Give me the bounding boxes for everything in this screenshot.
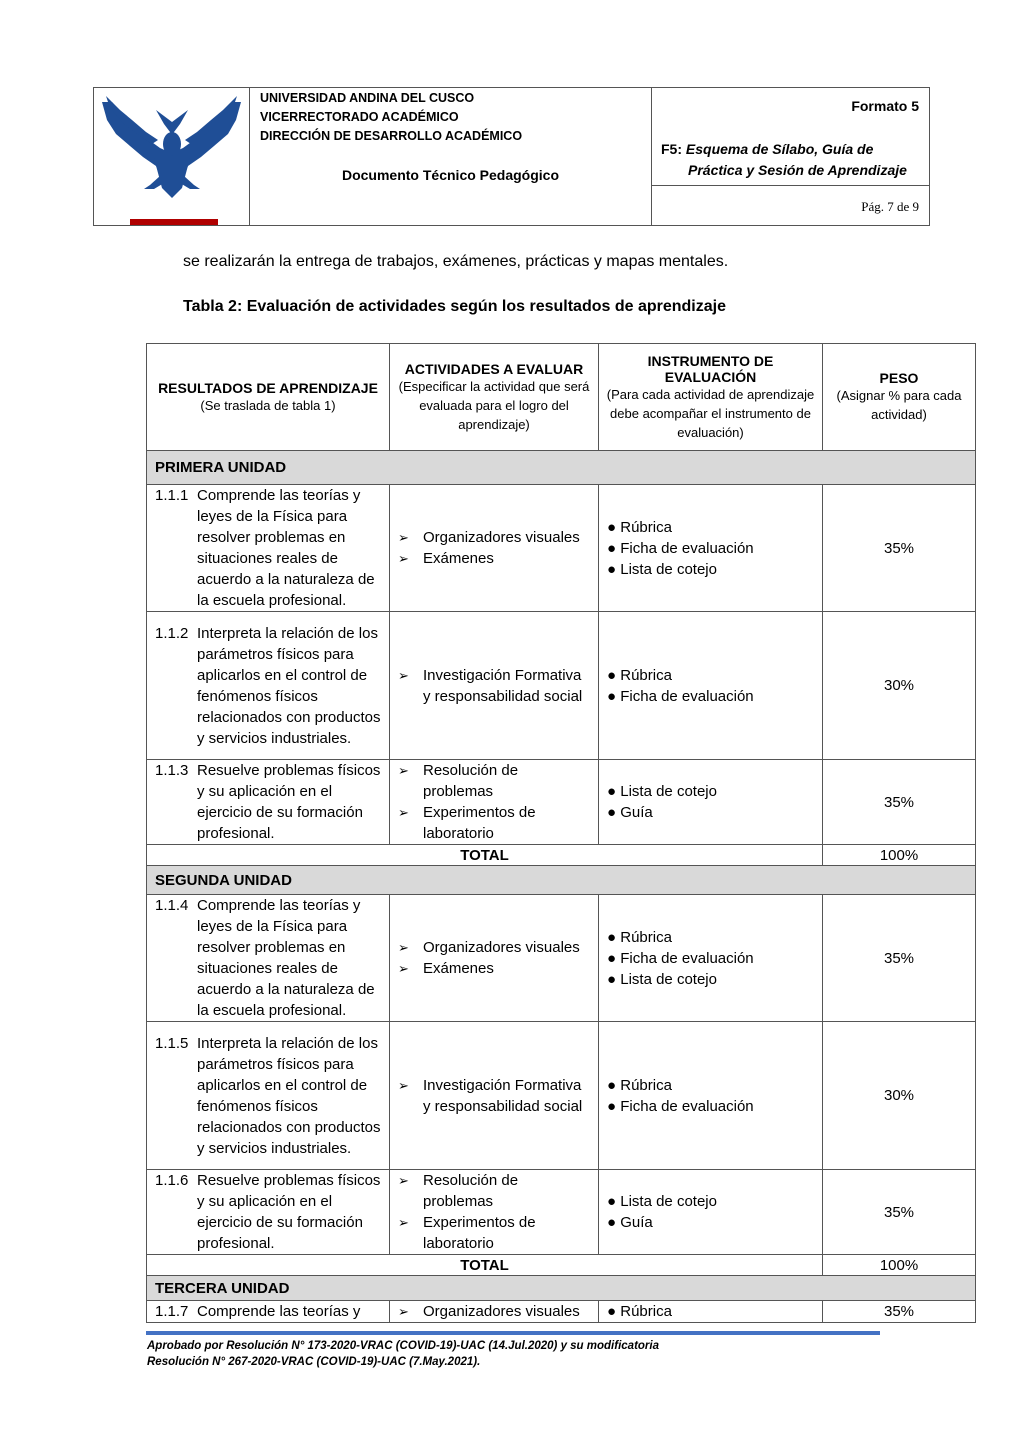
divider: [651, 185, 929, 186]
total-row: TOTAL 100%: [147, 845, 976, 866]
weight-value: 35%: [823, 895, 976, 1022]
arrow-bullet-icon: ➢: [398, 1173, 409, 1188]
weight-value: 35%: [823, 485, 976, 612]
footer-bar: [146, 1331, 880, 1335]
arrow-bullet-icon: ➢: [398, 1304, 409, 1319]
weight-value: 35%: [823, 760, 976, 845]
table-row: 1.1.2 Interpreta la relación de los parámetros físicos para aplicarlos en el control de fenómenos físicos relacionados con productos y servicios industriales. ➢ Investigación Formativa y responsabilidad social ● Rúbrica ● Ficha de evaluación 30%: [147, 612, 976, 760]
unit-row: TERCERA UNIDAD: [147, 1276, 976, 1301]
table-row: 1.1.4 Comprende las teorías y leyes de la Física para resolver problemas en situaciones reales de acuerdo a la naturaleza de la escuela profesional. ➢ Organizadores visuales ➢ Exámenes ● Rúbrica ● Ficha de evaluación ● Lista de cotejo 35%: [147, 895, 976, 1022]
footer-approval: Aprobado por Resolución N° 173-2020-VRAC (COVID-19)-UAC (14.Jul.2020) y su modificatoria: [147, 1340, 659, 1352]
format-number: Formato 5: [851, 98, 919, 114]
vice-rectorate: VICERRECTORADO ACADÉMICO: [260, 110, 459, 124]
arrow-bullet-icon: ➢: [398, 1215, 409, 1230]
evaluation-table: [146, 343, 976, 1323]
table-header-row: [147, 344, 976, 451]
university-name: UNIVERSIDAD ANDINA DEL CUSCO: [260, 91, 475, 105]
table-row: 1.1.7 Comprende las teorías y ➢ Organizadores visuales ● Rúbrica 35%: [147, 1301, 976, 1323]
university-logo: [94, 88, 250, 225]
format-title: [661, 139, 907, 181]
weight-value: 35%: [823, 1301, 976, 1323]
col-instrument: INSTRUMENTO DE EVALUACIÓN (Para cada actividad de aprendizaje debe acompañar el instrumento de evaluación): [599, 344, 823, 451]
unit-row: PRIMERA UNIDAD: [147, 451, 976, 485]
weight-value: 30%: [823, 612, 976, 760]
arrow-bullet-icon: ➢: [398, 805, 409, 820]
table-row: 1.1.6 Resuelve problemas físicos y su aplicación en el ejercicio de su formación profesional. ➢ Resolución de problemas ➢ Experimentos de laboratorio ● Lista de cotejo ● Guía 35%: [147, 1170, 976, 1255]
col-weight: PESO (Asignar % para cada actividad): [823, 344, 976, 451]
arrow-bullet-icon: ➢: [398, 961, 409, 976]
arrow-bullet-icon: ➢: [398, 530, 409, 545]
page-number: Pág. 7 de 9: [861, 199, 919, 214]
arrow-bullet-icon: ➢: [398, 763, 409, 778]
institution-block: [250, 88, 652, 225]
unit-row: SEGUNDA UNIDAD: [147, 866, 976, 895]
total-row: TOTAL 100%: [147, 1255, 976, 1276]
academic-direction: DIRECCIÓN DE DESARROLLO ACADÉMICO: [260, 129, 523, 143]
table-title: Tabla 2: Evaluación de actividades según los resultados de aprendizaje: [183, 298, 726, 315]
footer-resolution: Resolución N° 267-2020-VRAC (COVID-19)-UAC (7.May.2021).: [147, 1356, 481, 1368]
col-results: RESULTADOS DE APRENDIZAJE (Se traslada de tabla 1): [147, 344, 390, 451]
weight-value: 35%: [823, 1170, 976, 1255]
weight-value: 30%: [823, 1022, 976, 1170]
format-title-line1: Esquema de Sílabo, Guía de: [685, 141, 874, 157]
arrow-bullet-icon: ➢: [398, 1077, 409, 1093]
format-block: [651, 88, 929, 225]
arrow-bullet-icon: ➢: [398, 667, 409, 683]
arrow-bullet-icon: ➢: [398, 551, 409, 566]
format-code: F5:: [661, 141, 682, 157]
col-activities: ACTIVIDADES A EVALUAR (Especificar la actividad que será evaluada para el logro del aprendizaje): [390, 344, 599, 451]
table-row: 1.1.3 Resuelve problemas físicos y su aplicación en el ejercicio de su formación profesional. ➢ Resolución de problemas ➢ Experimentos de laboratorio ● Lista de cotejo ● Guía 35%: [147, 760, 976, 845]
intro-paragraph: se realizarán la entrega de trabajos, exámenes, prácticas y mapas mentales.: [183, 253, 729, 270]
table-row: 1.1.1 Comprende las teorías y leyes de la Física para resolver problemas en situaciones reales de acuerdo a la naturaleza de la escuela profesional. ➢ Organizadores visuales ➢ Exámenes ● Rúbrica ● Ficha de evaluación ● Lista de cotejo 35%: [147, 485, 976, 612]
arrow-bullet-icon: ➢: [398, 940, 409, 955]
document-type: Documento Técnico Pedagógico: [341, 167, 560, 183]
format-title-line2: Práctica y Sesión de Aprendizaje: [688, 162, 907, 178]
table-row: 1.1.5 Interpreta la relación de los parámetros físicos para aplicarlos en el control de fenómenos físicos relacionados con productos y servicios industriales. ➢ Investigación Formativa y responsabilidad social ● Rúbrica ● Ficha de evaluación 30%: [147, 1022, 976, 1170]
document-header: [93, 87, 930, 226]
